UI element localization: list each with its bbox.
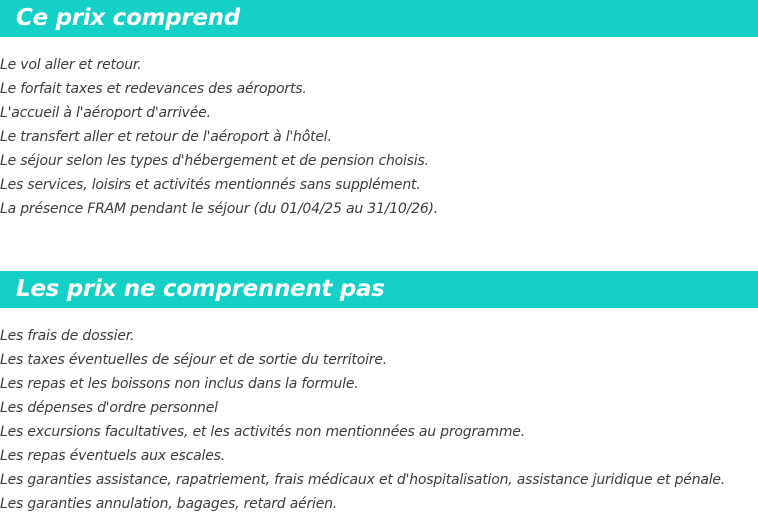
included-item: Les services, loisirs et activités mentionnés sans supplément. bbox=[0, 177, 421, 193]
excluded-item: Les garanties assistance, rapatriement, frais médicaux et d'hospitalisation, assistance juridique et pénale. bbox=[0, 472, 726, 488]
included-item: L'accueil à l'aéroport d'arrivée. bbox=[0, 105, 211, 121]
excluded-item: Les repas éventuels aux escales. bbox=[0, 448, 225, 464]
excluded-list bbox=[0, 324, 725, 516]
excluded-item: Les garanties annulation, bagages, retard aérien. bbox=[0, 496, 338, 512]
excluded-item: Les dépenses d'ordre personnel bbox=[0, 400, 218, 416]
excluded-item: Les excursions facultatives, et les activités non mentionnées au programme. bbox=[0, 424, 525, 440]
excluded-item: Les frais de dossier. bbox=[0, 328, 135, 344]
excluded-item: Les repas et les boissons non inclus dans la formule. bbox=[0, 376, 359, 392]
included-item: Le forfait taxes et redevances des aéroports. bbox=[0, 81, 307, 97]
included-list bbox=[0, 53, 438, 221]
excluded-section-title: Les prix ne comprennent pas bbox=[0, 271, 758, 308]
included-item: Le séjour selon les types d'hébergement et de pension choisis. bbox=[0, 153, 429, 169]
included-item: Le vol aller et retour. bbox=[0, 57, 142, 73]
included-item: La présence FRAM pendant le séjour (du 01/04/25 au 31/10/26). bbox=[0, 201, 439, 217]
included-section-title: Ce prix comprend bbox=[0, 0, 758, 37]
included-item: Le transfert aller et retour de l'aéroport à l'hôtel. bbox=[0, 129, 332, 145]
excluded-item: Les taxes éventuelles de séjour et de sortie du territoire. bbox=[0, 352, 387, 368]
